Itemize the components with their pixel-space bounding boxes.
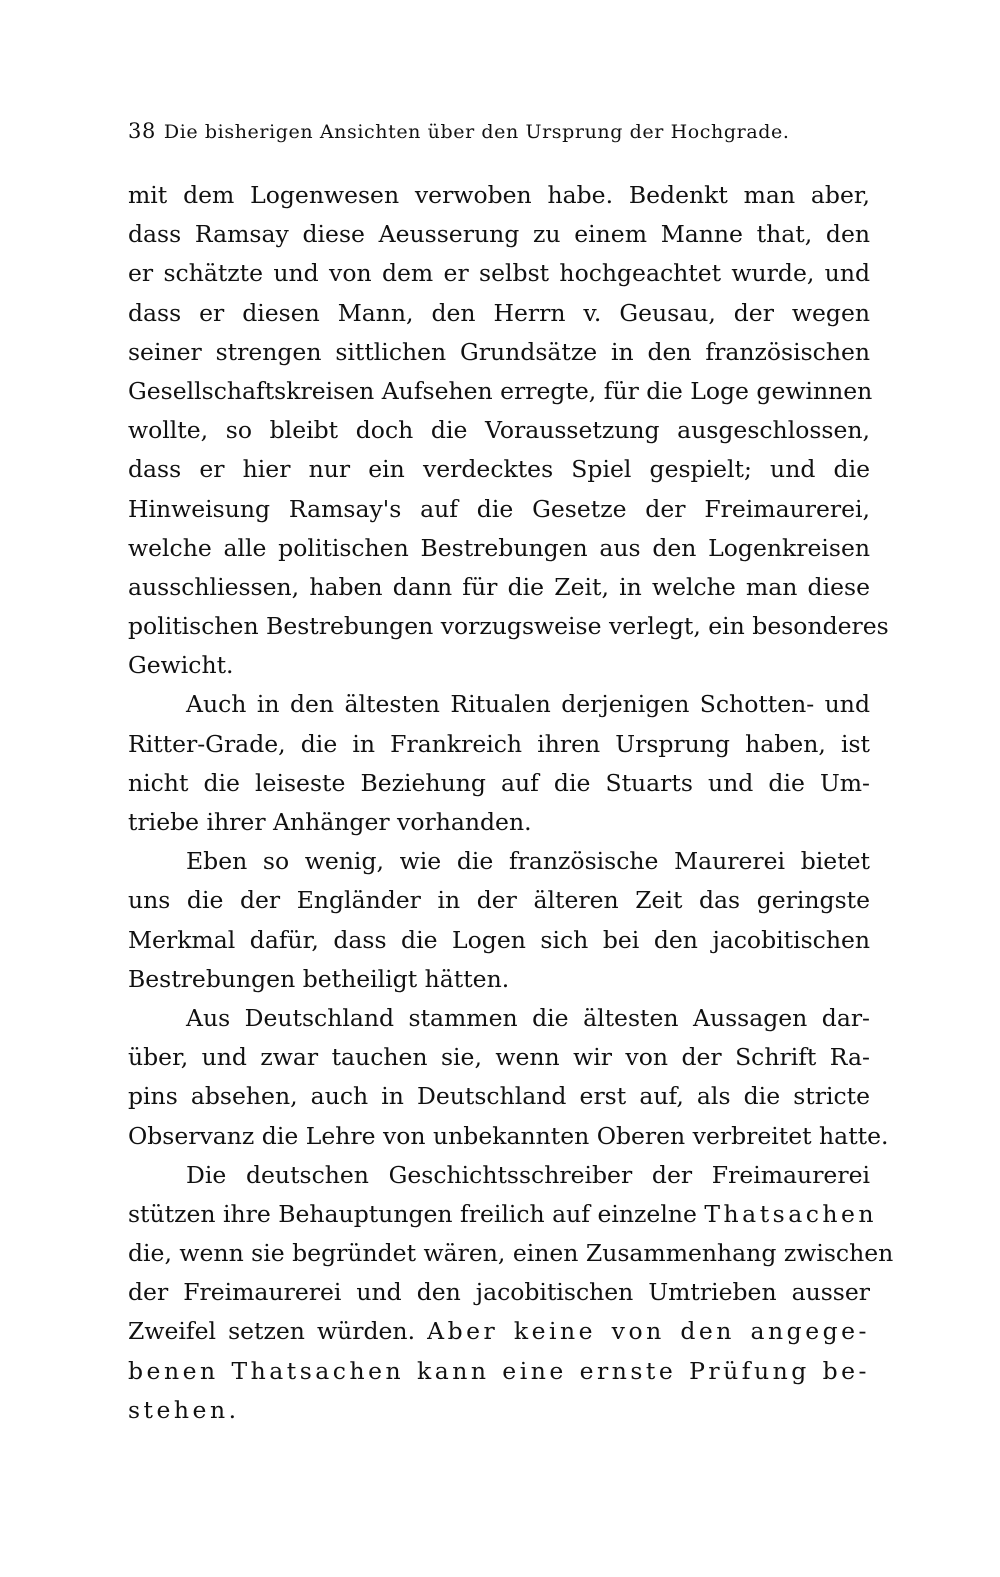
text-line: ausschliessen, haben dann für die Zeit, in welche man diese	[128, 572, 870, 601]
text-line: politischen Bestrebungen vorzugsweise verlegt, ein besonderes	[128, 612, 889, 641]
text-line: Observanz die Lehre von unbekannten Oberen verbreitet hatte.	[128, 1121, 889, 1150]
text-line: nicht die leiseste Beziehung auf die Stuarts und die Um-	[128, 768, 870, 797]
text-line: dass er hier nur ein verdecktes Spiel gespielt; und die	[128, 455, 870, 484]
text-line: benen Thatsachen kann eine ernste Prüfung be-	[128, 1356, 870, 1385]
text-fragment: stützen ihre Behauptungen freilich auf einzelne	[128, 1199, 697, 1228]
text-line	[128, 1195, 878, 1234]
spaced-emphasis: Thatsachen	[704, 1199, 878, 1228]
text-line: uns die der Engländer in der älteren Zeit das geringste	[128, 886, 870, 915]
text-line: über, und zwar tauchen sie, wenn wir von der Schrift Ra-	[128, 1043, 870, 1072]
text-line: mit dem Logenwesen verwoben habe. Bedenkt man aber,	[128, 181, 870, 209]
text-fragment: Zweifel setzen würden.	[128, 1317, 416, 1346]
text-line: Ritter-Grade, die in Frankreich ihren Ursprung haben, ist	[128, 729, 870, 758]
text-line: seiner strengen sittlichen Grundsätze in den französischen	[128, 337, 870, 366]
running-title: Die bisherigen Ansichten über den Ursprung der Hochgrade.	[163, 121, 790, 143]
text-line: Gesellschaftskreisen Aufsehen erregte, für die Loge gewinnen	[128, 376, 873, 405]
body-text	[128, 176, 894, 1430]
text-line: triebe ihrer Anhänger vorhanden.	[128, 808, 532, 836]
text-line: welche alle politischen Bestrebungen aus den Logenkreisen	[128, 533, 870, 562]
spaced-emphasis: Aber keine von den angege-	[427, 1317, 870, 1346]
text-line: Merkmal dafür, dass die Logen sich bei den jacobitischen	[128, 925, 870, 954]
text-line	[128, 1312, 870, 1351]
text-line: Hinweisung Ramsay's auf die Gesetze der Freimaurerei,	[128, 494, 870, 523]
text-line: Gewicht.	[128, 651, 234, 680]
text-line: stehen.	[128, 1395, 240, 1424]
text-line: er schätzte und von dem er selbst hochgeachtet wurde, und	[128, 259, 870, 288]
text-line: wollte, so bleibt doch die Voraussetzung ausgeschlossen,	[128, 416, 870, 445]
text-line: der Freimaurerei und den jacobitischen Umtrieben ausser	[128, 1278, 870, 1307]
text-line: Auch in den ältesten Ritualen derjenigen Schotten- und	[186, 690, 870, 719]
text-line: Bestrebungen betheiligt hätten.	[128, 964, 510, 993]
text-line: pins absehen, auch in Deutschland erst auf, als die stricte	[128, 1082, 870, 1111]
text-line: dass er diesen Mann, den Herrn v. Geusau, der wegen	[128, 298, 870, 327]
text-line: dass Ramsay diese Aeusserung zu einem Manne that, den	[128, 220, 870, 249]
text-line: Aus Deutschland stammen die ältesten Aussagen dar-	[186, 1003, 870, 1032]
running-head	[128, 116, 870, 147]
page-number: 38	[128, 119, 156, 143]
text-line: die, wenn sie begründet wären, einen Zusammenhang zwischen	[128, 1239, 894, 1268]
text-line: Eben so wenig, wie die französische Maurerei bietet	[186, 847, 870, 876]
text-line: Die deutschen Geschichtsschreiber der Freimaurerei	[186, 1160, 870, 1189]
